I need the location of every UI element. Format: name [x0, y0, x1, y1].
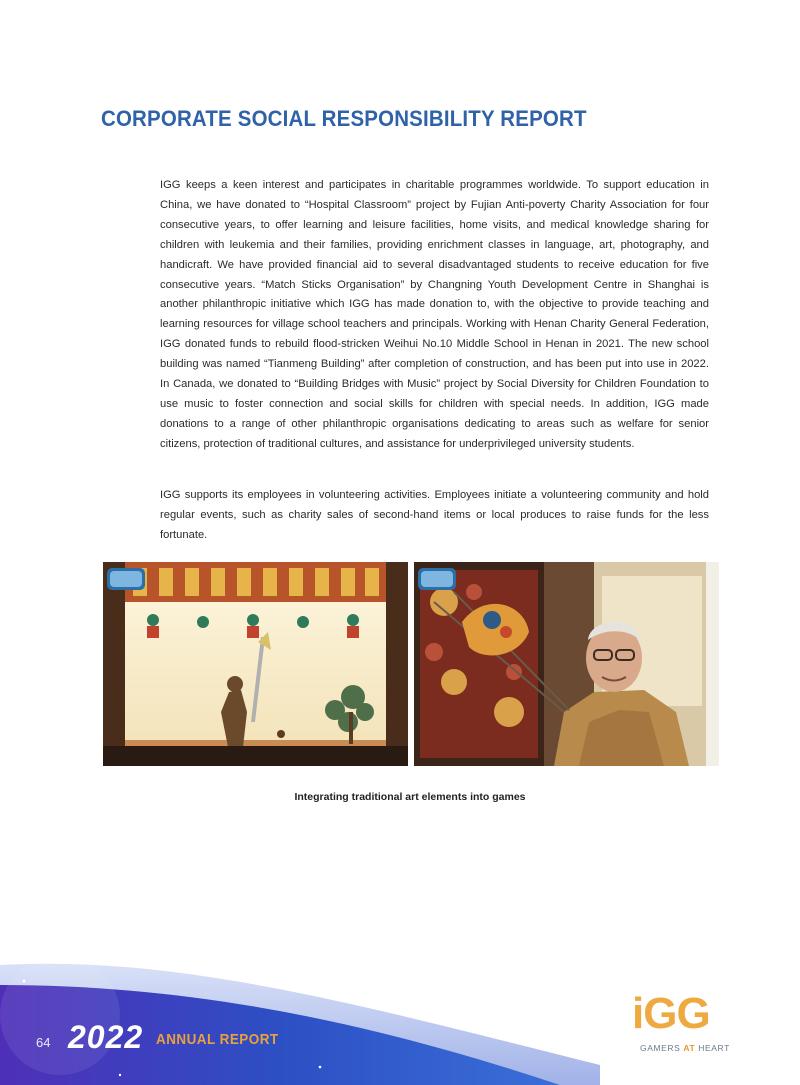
logo-tagline	[640, 1043, 730, 1053]
body-paragraph-charity: IGG keeps a keen interest and participates in charitable programmes worldwide. To support education in China, we have donated to “Hospital Classroom” project by Fujian Anti-poverty Charity Association for four consecutive years, to offer learning and leisure facilities, home visits, and medical knowledge sharing for children with leukemia and their families, providing enrichment classes in language, art, photography, and handicraft. We have provided financial aid to several disadvantaged students to receive education for five consecutive years. “Match Sticks Organisation” by Changning Youth Development Centre in Shanghai is another philanthropic initiative which IGG has made donation to, with the objective to provide teaching and learning resources for village school teachers and principals. Working with Henan Charity General Federation, IGG donated funds to rebuild flood-stricken Weihui No.10 Middle School in Henan in 2021. The new school building was named “Tianmeng Building” after completion of construction, and has been put into use in 2022. In Canada, we donated to “Building Bridges with Music” project by Social Diversity for Children Foundation to use music to foster connection and social skills for children with special needs. In addition, IGG made donations to a range of other philanthropic organisations dedicating to areas such as welfare for senior citizens, protection of traditional cultures, and assistance for underprivileged university students.	[160, 179, 709, 450]
shadow-puppet-stage-photo	[103, 562, 408, 766]
page-number: 64	[36, 1035, 51, 1050]
report-year: 2022	[68, 1019, 144, 1055]
tagline-heart: HEART	[695, 1043, 730, 1053]
page-title: CORPORATE SOCIAL RESPONSIBILITY REPORT	[101, 106, 587, 131]
puppet-master-photo	[414, 562, 719, 766]
body-paragraph-volunteering: IGG supports its employees in volunteering activities. Employees initiate a volunteering community and hold regular events, such as charity sales of second-hand items or local produces to raise funds for the less fortunate.	[160, 489, 709, 541]
annual-report-label: ANNUAL REPORT	[156, 1031, 279, 1048]
photo-caption: Integrating traditional art elements into games	[294, 791, 526, 803]
tagline-at: AT	[683, 1043, 696, 1053]
igg-logo-wordmark: iGG	[632, 989, 710, 1038]
tagline-gamers: GAMERS	[640, 1043, 684, 1053]
igg-logo	[632, 985, 744, 1061]
